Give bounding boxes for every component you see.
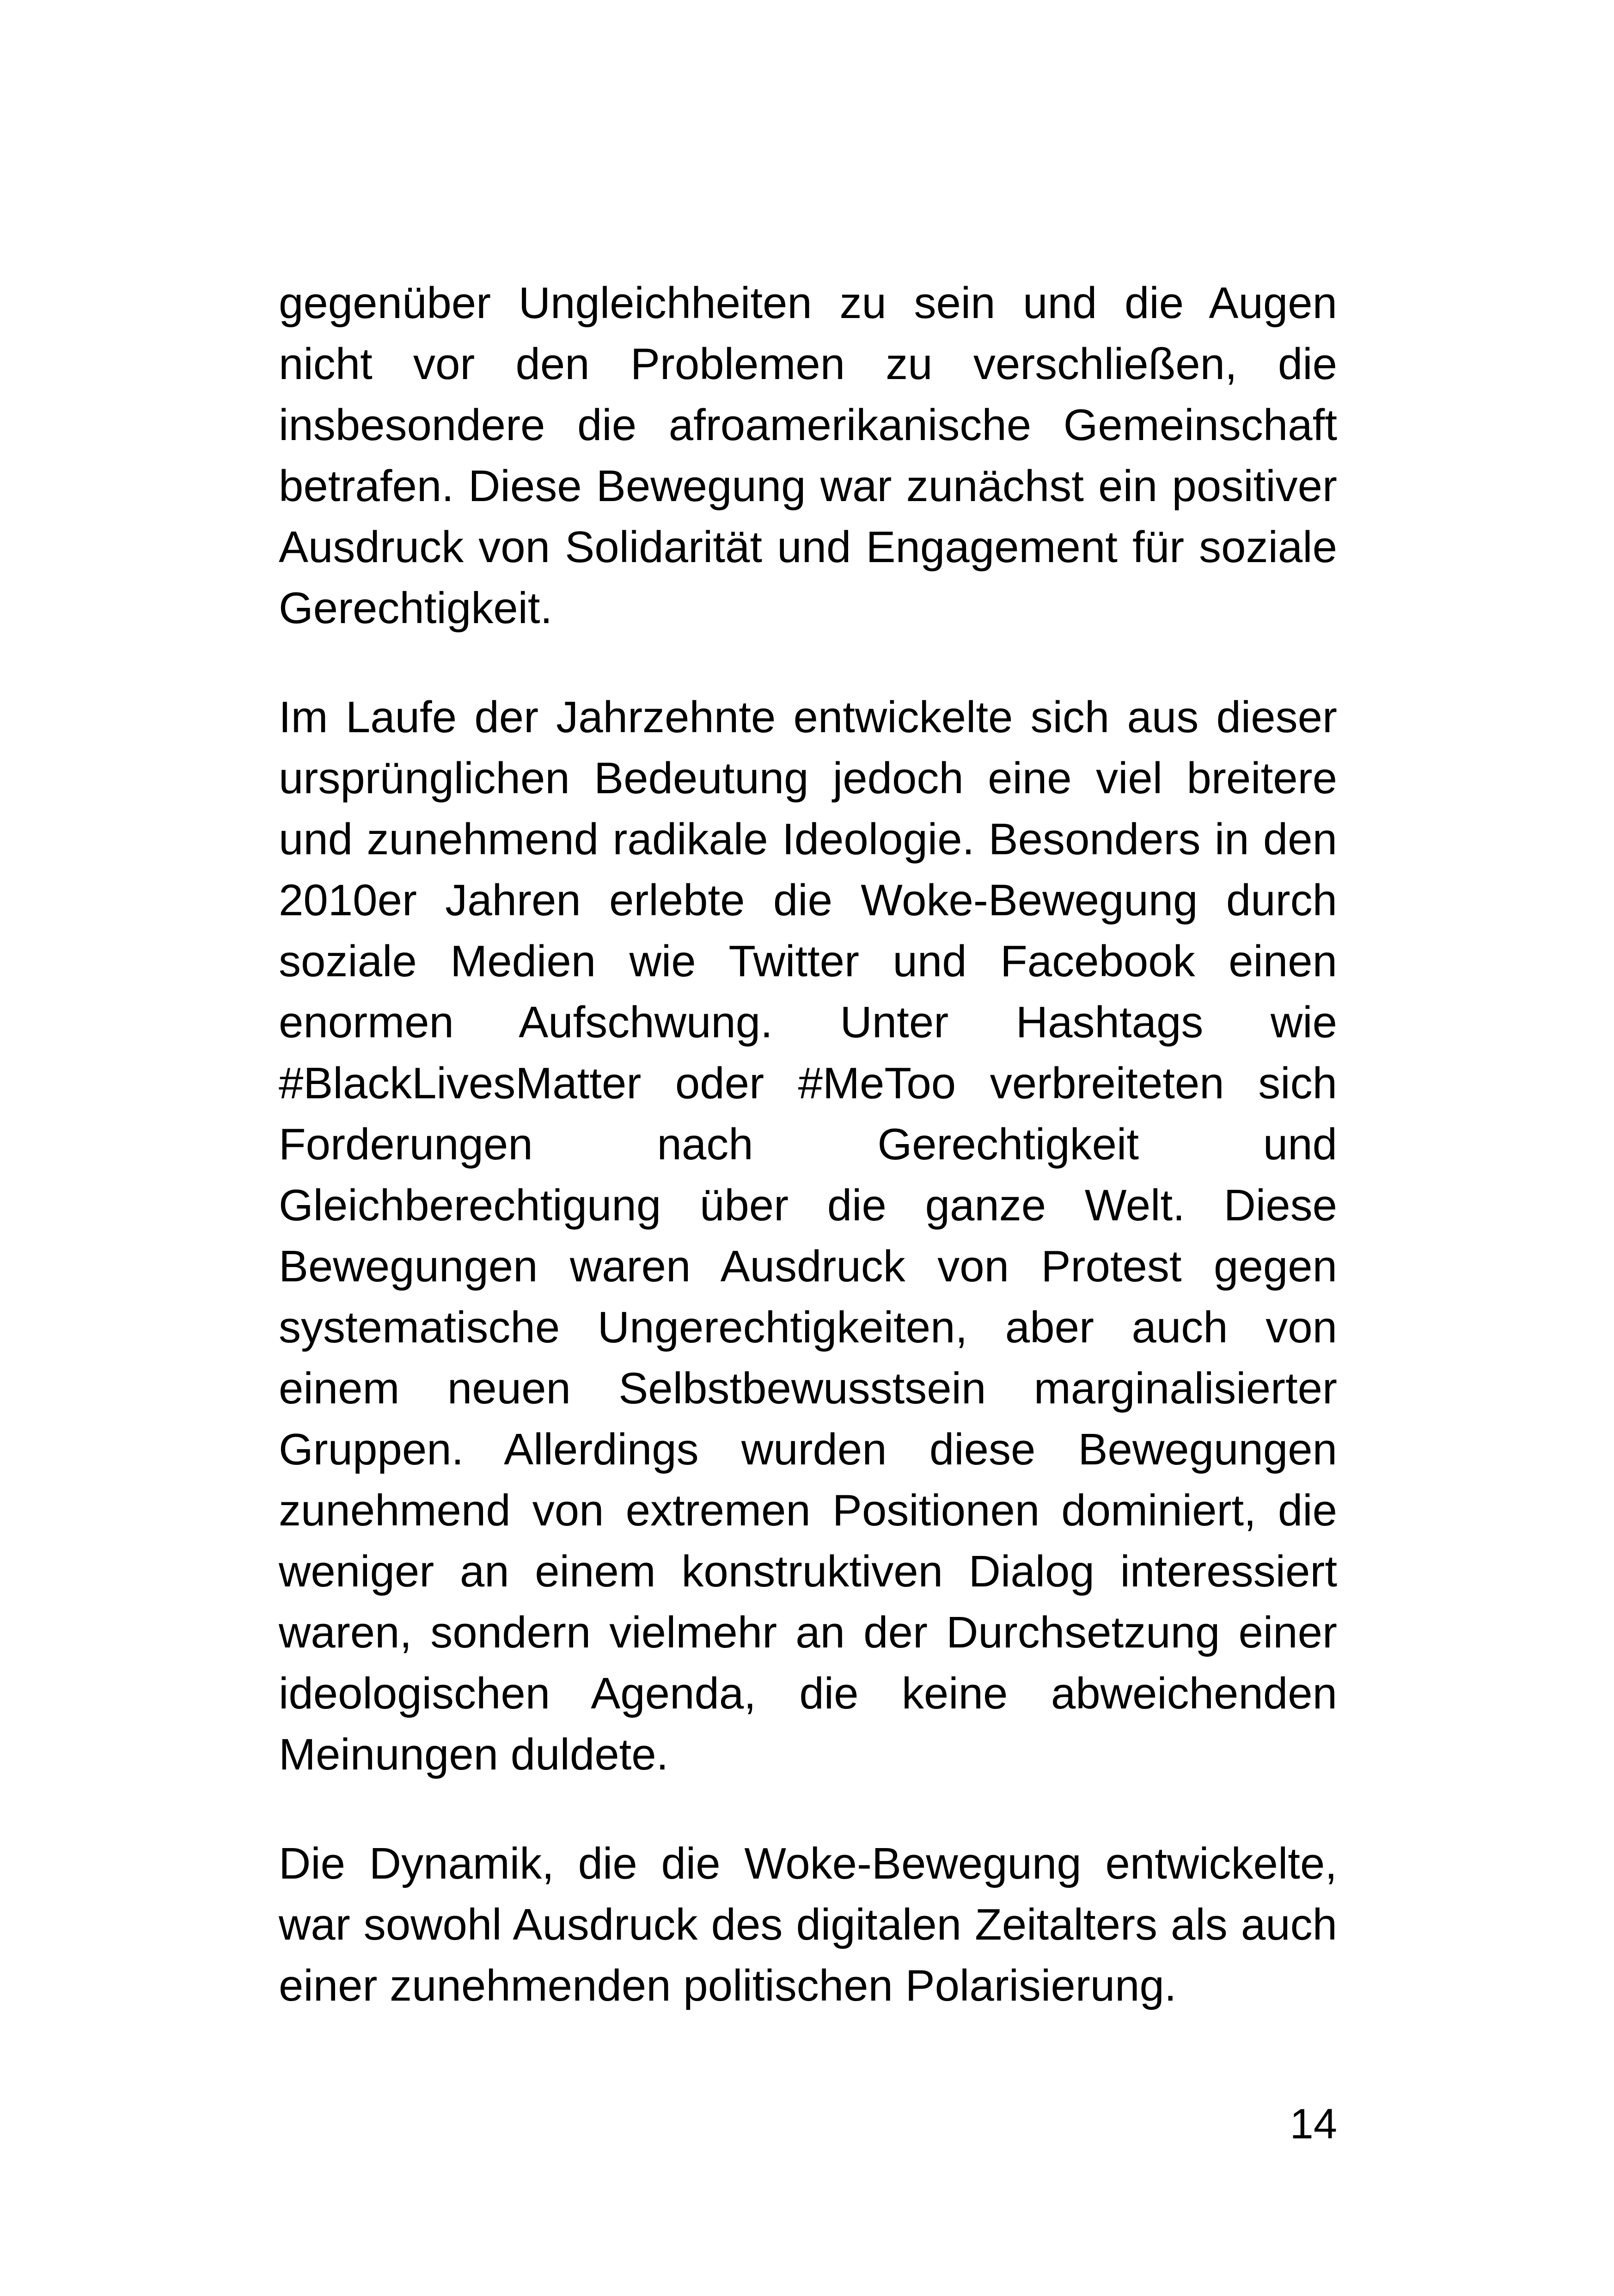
body-text: [279, 273, 1337, 2016]
page-number: 14: [1290, 2100, 1337, 2148]
paragraph-1: gegenüber Ungleichheiten zu sein und die Augen nicht vor den Problemen zu verschließen, die insbesondere die afroamerikanische Gemeinschaft betrafen. Diese Bewegung war zunächst ein positiver Ausdruck von Solidarität und Engagement für soziale Gerechtigkeit.: [279, 278, 1337, 633]
paragraph-3: Die Dynamik, die die Woke-Bewegung entwickelte, war sowohl Ausdruck des digitalen Zeitalters als auch einer zunehmenden politischen Polarisierung.: [279, 1839, 1337, 2010]
paragraph-2: Im Laufe der Jahrzehnte entwickelte sich aus dieser ursprünglichen Bedeutung jedoch eine viel breitere und zunehmend radikale Ideologie. Besonders in den 2010er Jahren erlebte die Woke-Bewegung durch soziale Medien wie Twitter und Facebook einen enormen Aufschwung. Unter Hashtags wie #BlackLivesMatter oder #MeToo verbreiteten sich Forderungen nach Gerechtigkeit und Gleichberechtigung über die ganze Welt. Diese Bewegungen waren Ausdruck von Protest gegen systematische Ungerechtigkeiten, aber auch von einem neuen Selbstbewusstsein marginalisierter Gruppen. Allerdings wurden diese Bewegungen zunehmend von extremen Positionen dominiert, die weniger an einem konstruktiven Dialog interessiert waren, sondern vielmehr an der Durchsetzung einer ideologischen Agenda, die keine abweichenden Meinungen duldete.: [279, 692, 1337, 1779]
